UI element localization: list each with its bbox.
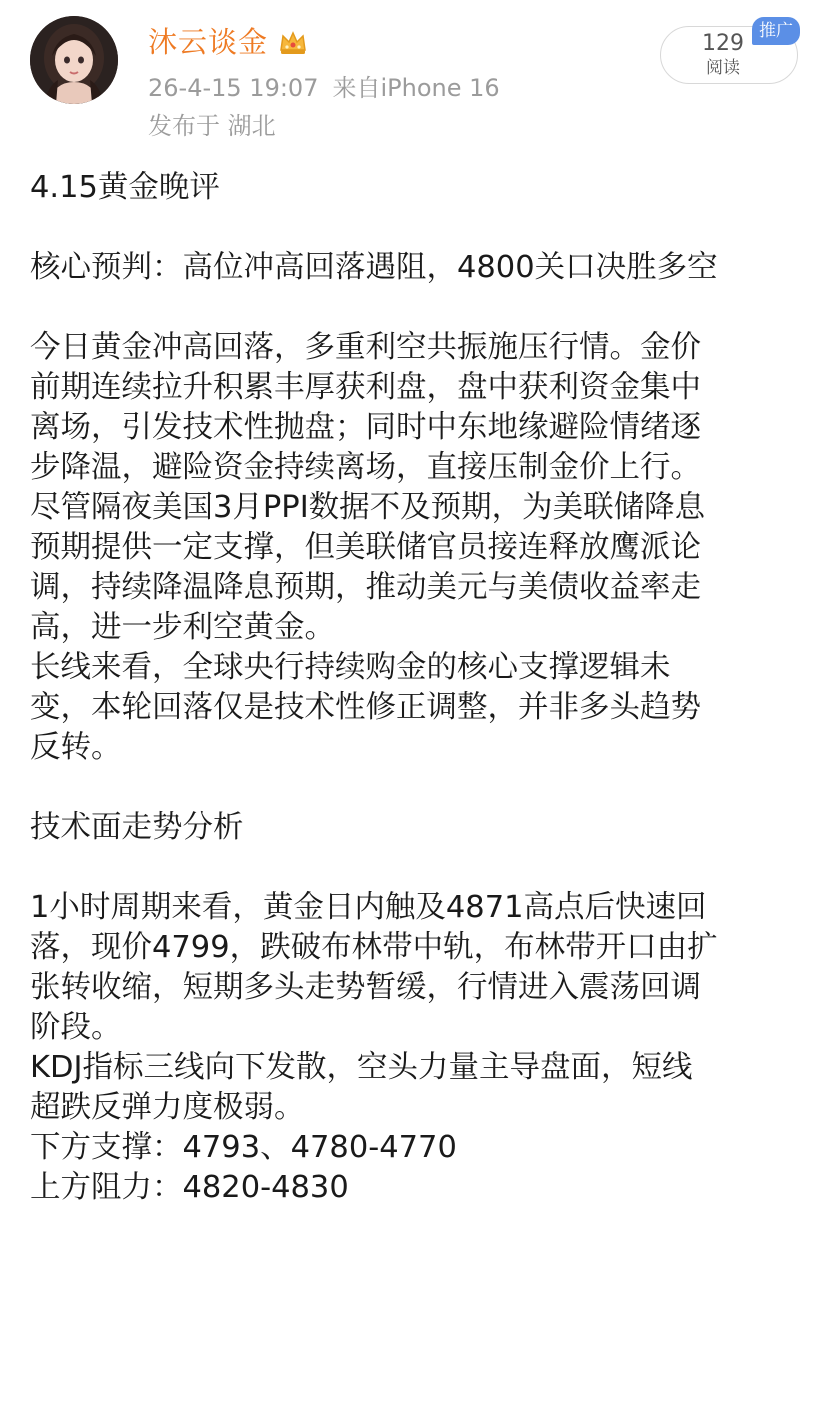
- content-line: 张转收缩，短期多头走势暂缓，行情进入震荡回调: [30, 970, 701, 1005]
- promo-tag: 推广: [752, 17, 800, 45]
- content-line: 高，进一步利空黄金。: [30, 610, 335, 645]
- content-line: 步降温，避险资金持续离场，直接压制金价上行。: [30, 450, 701, 485]
- read-count: 129: [702, 31, 744, 56]
- content-line: 4.15黄金晚评: [30, 170, 220, 205]
- content-line: 阶段。: [30, 1010, 122, 1045]
- post-header: [0, 0, 828, 150]
- author-name[interactable]: 沐云谈金: [148, 25, 269, 59]
- author-name-row: [148, 22, 310, 62]
- content-line: 核心预判：高位冲高回落遇阻，4800关口决胜多空: [30, 250, 718, 285]
- content-line: 技术面走势分析: [30, 810, 244, 845]
- blank-line: [30, 288, 800, 328]
- content-line: 离场，引发技术性抛盘；同时中东地缘避险情绪逐: [30, 410, 701, 445]
- content-line: 变，本轮回落仅是技术性修正调整，并非多头趋势: [30, 690, 701, 725]
- post-location: 发布于 湖北: [148, 112, 276, 140]
- content-line: 落，现价4799，跌破布林带中轨，布林带开口由扩: [30, 930, 718, 965]
- content-line: 长线来看，全球央行持续购金的核心支撑逻辑未: [30, 650, 671, 685]
- content-line: KDJ指标三线向下发散，空头力量主导盘面，短线: [30, 1050, 693, 1085]
- content-line: 今日黄金冲高回落，多重利空共振施压行情。金价: [30, 330, 701, 365]
- content-line: 下方支撑：4793、4780-4770: [30, 1130, 457, 1165]
- content-line: 上方阻力：4820-4830: [30, 1170, 349, 1205]
- avatar-illustration-icon: [30, 16, 118, 104]
- content-line: 反转。: [30, 730, 122, 765]
- blank-line: [30, 768, 800, 808]
- author-avatar[interactable]: [30, 16, 118, 104]
- read-label: 阅读: [706, 58, 740, 78]
- post-source: 来自iPhone 16: [332, 74, 500, 102]
- post-meta: [148, 70, 514, 106]
- content-line: 尽管隔夜美国3月PPI数据不及预期，为美联储降息: [30, 490, 706, 525]
- post-timestamp: 26-4-15 19:07: [148, 74, 319, 102]
- post-content: [30, 168, 800, 1208]
- bottom-edge: [0, 1404, 828, 1419]
- blank-line: [30, 208, 800, 248]
- crown-icon: [276, 25, 310, 59]
- content-line: 1小时周期来看，黄金日内触及4871高点后快速回: [30, 890, 707, 925]
- content-line: 调，持续降温降息预期，推动美元与美债收益率走: [30, 570, 701, 605]
- content-line: 超跌反弹力度极弱。: [30, 1090, 305, 1125]
- content-line: 预期提供一定支撑，但美联储官员接连释放鹰派论: [30, 530, 701, 565]
- content-line: 前期连续拉升积累丰厚获利盘，盘中获利资金集中: [30, 370, 701, 405]
- blank-line: [30, 848, 800, 888]
